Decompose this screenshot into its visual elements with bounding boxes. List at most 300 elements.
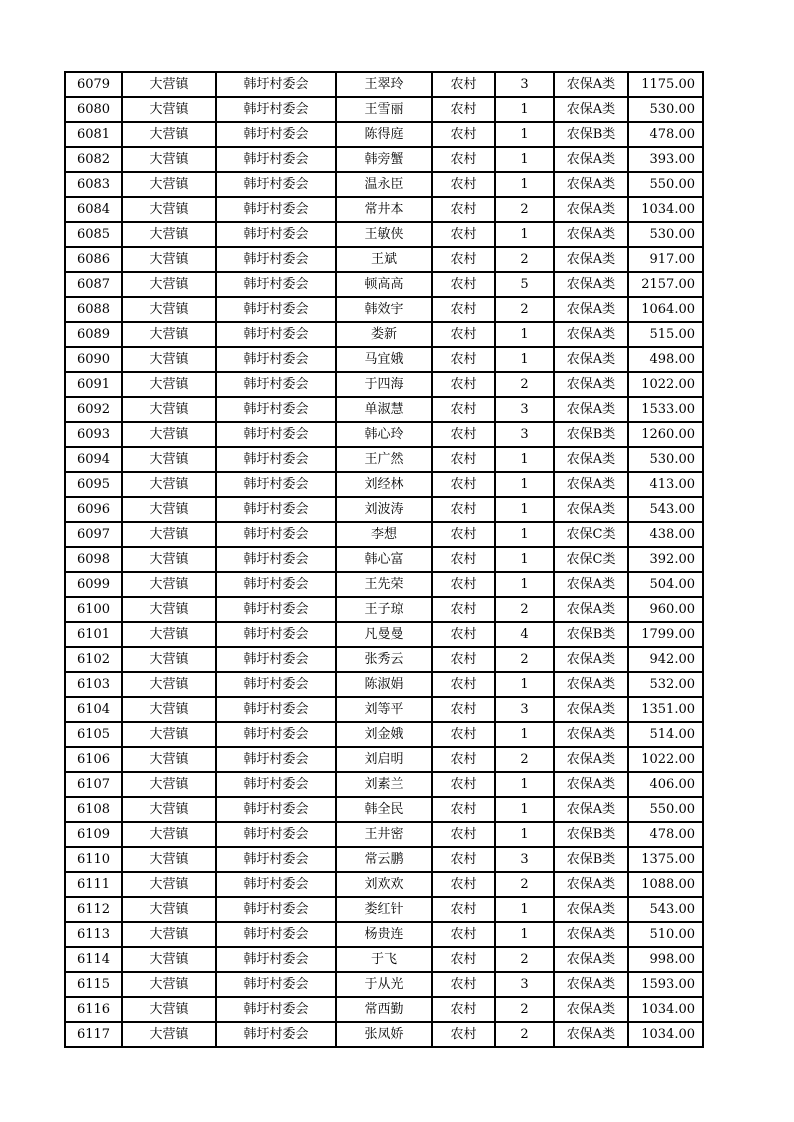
cell-village-committee: 韩圩村委会 — [216, 72, 336, 97]
cell-person-count: 1 — [495, 172, 554, 197]
cell-amount: 998.00 — [628, 947, 703, 972]
cell-insurance-category: 农保A类 — [554, 572, 628, 597]
cell-town: 大营镇 — [122, 172, 216, 197]
cell-person-count: 3 — [495, 697, 554, 722]
cell-insurance-category: 农保A类 — [554, 472, 628, 497]
cell-serial-number: 6083 — [65, 172, 122, 197]
cell-serial-number: 6103 — [65, 672, 122, 697]
cell-town: 大营镇 — [122, 147, 216, 172]
cell-person-name: 马宜娥 — [336, 347, 432, 372]
cell-serial-number: 6111 — [65, 872, 122, 897]
cell-residence-type: 农村 — [432, 922, 495, 947]
cell-amount: 1533.00 — [628, 397, 703, 422]
cell-village-committee: 韩圩村委会 — [216, 822, 336, 847]
cell-amount: 1022.00 — [628, 372, 703, 397]
cell-village-committee: 韩圩村委会 — [216, 972, 336, 997]
cell-town: 大营镇 — [122, 872, 216, 897]
cell-residence-type: 农村 — [432, 322, 495, 347]
cell-person-count: 2 — [495, 747, 554, 772]
cell-insurance-category: 农保A类 — [554, 272, 628, 297]
cell-village-committee: 韩圩村委会 — [216, 97, 336, 122]
cell-person-name: 韩效宇 — [336, 297, 432, 322]
cell-person-count: 2 — [495, 297, 554, 322]
cell-town: 大营镇 — [122, 297, 216, 322]
cell-insurance-category: 农保A类 — [554, 72, 628, 97]
cell-amount: 1375.00 — [628, 847, 703, 872]
cell-serial-number: 6109 — [65, 822, 122, 847]
cell-serial-number: 6085 — [65, 222, 122, 247]
cell-residence-type: 农村 — [432, 197, 495, 222]
cell-person-name: 常西勤 — [336, 997, 432, 1022]
table-row — [65, 947, 703, 972]
cell-person-count: 2 — [495, 372, 554, 397]
table-row — [65, 447, 703, 472]
cell-serial-number: 6102 — [65, 647, 122, 672]
cell-insurance-category: 农保C类 — [554, 522, 628, 547]
cell-serial-number: 6091 — [65, 372, 122, 397]
cell-person-count: 2 — [495, 947, 554, 972]
cell-residence-type: 农村 — [432, 797, 495, 822]
cell-serial-number: 6113 — [65, 922, 122, 947]
cell-residence-type: 农村 — [432, 497, 495, 522]
cell-village-committee: 韩圩村委会 — [216, 147, 336, 172]
cell-town: 大营镇 — [122, 797, 216, 822]
cell-serial-number: 6086 — [65, 247, 122, 272]
cell-town: 大营镇 — [122, 747, 216, 772]
cell-residence-type: 农村 — [432, 397, 495, 422]
cell-insurance-category: 农保A类 — [554, 872, 628, 897]
cell-person-count: 5 — [495, 272, 554, 297]
cell-serial-number: 6101 — [65, 622, 122, 647]
cell-town: 大营镇 — [122, 347, 216, 372]
cell-serial-number: 6079 — [65, 72, 122, 97]
cell-insurance-category: 农保A类 — [554, 247, 628, 272]
cell-person-count: 4 — [495, 622, 554, 647]
cell-person-name: 温永臣 — [336, 172, 432, 197]
cell-amount: 413.00 — [628, 472, 703, 497]
cell-serial-number: 6093 — [65, 422, 122, 447]
cell-insurance-category: 农保A类 — [554, 772, 628, 797]
table-row — [65, 122, 703, 147]
cell-person-name: 李想 — [336, 522, 432, 547]
table-row — [65, 372, 703, 397]
cell-residence-type: 农村 — [432, 947, 495, 972]
cell-town: 大营镇 — [122, 622, 216, 647]
table-row — [65, 172, 703, 197]
cell-residence-type: 农村 — [432, 272, 495, 297]
table-row — [65, 147, 703, 172]
cell-insurance-category: 农保A类 — [554, 997, 628, 1022]
cell-town: 大营镇 — [122, 122, 216, 147]
cell-serial-number: 6081 — [65, 122, 122, 147]
table-row — [65, 822, 703, 847]
cell-serial-number: 6087 — [65, 272, 122, 297]
cell-insurance-category: 农保A类 — [554, 922, 628, 947]
cell-person-name: 张凤娇 — [336, 1022, 432, 1047]
cell-person-name: 刘波涛 — [336, 497, 432, 522]
table-row — [65, 722, 703, 747]
cell-amount: 514.00 — [628, 722, 703, 747]
cell-person-name: 刘等平 — [336, 697, 432, 722]
cell-person-count: 1 — [495, 147, 554, 172]
cell-person-count: 1 — [495, 772, 554, 797]
cell-insurance-category: 农保A类 — [554, 347, 628, 372]
cell-insurance-category: 农保A类 — [554, 747, 628, 772]
cell-town: 大营镇 — [122, 272, 216, 297]
table-row — [65, 547, 703, 572]
cell-residence-type: 农村 — [432, 872, 495, 897]
cell-village-committee: 韩圩村委会 — [216, 347, 336, 372]
cell-residence-type: 农村 — [432, 472, 495, 497]
cell-amount: 1175.00 — [628, 72, 703, 97]
cell-insurance-category: 农保C类 — [554, 547, 628, 572]
cell-person-name: 娄红针 — [336, 897, 432, 922]
cell-village-committee: 韩圩村委会 — [216, 447, 336, 472]
cell-amount: 2157.00 — [628, 272, 703, 297]
cell-insurance-category: 农保B类 — [554, 622, 628, 647]
cell-person-name: 于四海 — [336, 372, 432, 397]
cell-amount: 942.00 — [628, 647, 703, 672]
cell-amount: 960.00 — [628, 597, 703, 622]
cell-person-count: 3 — [495, 972, 554, 997]
cell-town: 大营镇 — [122, 397, 216, 422]
cell-person-count: 1 — [495, 522, 554, 547]
cell-village-committee: 韩圩村委会 — [216, 647, 336, 672]
cell-village-committee: 韩圩村委会 — [216, 172, 336, 197]
cell-person-name: 韩心玲 — [336, 422, 432, 447]
cell-serial-number: 6106 — [65, 747, 122, 772]
cell-insurance-category: 农保A类 — [554, 97, 628, 122]
cell-person-name: 王先荣 — [336, 572, 432, 597]
cell-insurance-category: 农保B类 — [554, 422, 628, 447]
cell-village-committee: 韩圩村委会 — [216, 922, 336, 947]
cell-insurance-category: 农保A类 — [554, 797, 628, 822]
cell-residence-type: 农村 — [432, 747, 495, 772]
cell-amount: 510.00 — [628, 922, 703, 947]
cell-amount: 1064.00 — [628, 297, 703, 322]
cell-town: 大营镇 — [122, 222, 216, 247]
cell-village-committee: 韩圩村委会 — [216, 597, 336, 622]
cell-residence-type: 农村 — [432, 347, 495, 372]
cell-insurance-category: 农保A类 — [554, 647, 628, 672]
cell-insurance-category: 农保A类 — [554, 497, 628, 522]
cell-person-count: 2 — [495, 647, 554, 672]
table-row — [65, 397, 703, 422]
cell-person-name: 刘经林 — [336, 472, 432, 497]
cell-town: 大营镇 — [122, 672, 216, 697]
cell-amount: 550.00 — [628, 172, 703, 197]
cell-serial-number: 6104 — [65, 697, 122, 722]
cell-person-name: 王雪丽 — [336, 97, 432, 122]
cell-person-count: 1 — [495, 572, 554, 597]
cell-amount: 532.00 — [628, 672, 703, 697]
table-row — [65, 522, 703, 547]
cell-amount: 515.00 — [628, 322, 703, 347]
cell-insurance-category: 农保A类 — [554, 972, 628, 997]
cell-residence-type: 农村 — [432, 297, 495, 322]
cell-residence-type: 农村 — [432, 72, 495, 97]
cell-insurance-category: 农保B类 — [554, 822, 628, 847]
cell-person-name: 杨贵连 — [336, 922, 432, 947]
cell-town: 大营镇 — [122, 947, 216, 972]
cell-insurance-category: 农保A类 — [554, 722, 628, 747]
cell-person-count: 3 — [495, 397, 554, 422]
table-row — [65, 622, 703, 647]
cell-residence-type: 农村 — [432, 597, 495, 622]
cell-village-committee: 韩圩村委会 — [216, 1022, 336, 1047]
cell-person-name: 陈得庭 — [336, 122, 432, 147]
cell-serial-number: 6116 — [65, 997, 122, 1022]
cell-town: 大营镇 — [122, 547, 216, 572]
table-row — [65, 897, 703, 922]
cell-town: 大营镇 — [122, 72, 216, 97]
cell-serial-number: 6089 — [65, 322, 122, 347]
cell-person-name: 凡曼曼 — [336, 622, 432, 647]
cell-person-name: 于从光 — [336, 972, 432, 997]
cell-person-count: 1 — [495, 822, 554, 847]
table-row — [65, 422, 703, 447]
table-row — [65, 297, 703, 322]
cell-residence-type: 农村 — [432, 172, 495, 197]
cell-village-committee: 韩圩村委会 — [216, 122, 336, 147]
cell-serial-number: 6112 — [65, 897, 122, 922]
cell-person-name: 刘欢欢 — [336, 872, 432, 897]
cell-amount: 504.00 — [628, 572, 703, 597]
cell-residence-type: 农村 — [432, 147, 495, 172]
cell-town: 大营镇 — [122, 572, 216, 597]
table-row — [65, 222, 703, 247]
cell-person-name: 王子琼 — [336, 597, 432, 622]
cell-village-committee: 韩圩村委会 — [216, 522, 336, 547]
cell-insurance-category: 农保A类 — [554, 672, 628, 697]
cell-person-count: 1 — [495, 447, 554, 472]
cell-person-count: 1 — [495, 472, 554, 497]
cell-amount: 1034.00 — [628, 997, 703, 1022]
cell-serial-number: 6115 — [65, 972, 122, 997]
cell-residence-type: 农村 — [432, 897, 495, 922]
cell-residence-type: 农村 — [432, 1022, 495, 1047]
cell-person-name: 顿高高 — [336, 272, 432, 297]
cell-person-name: 王斌 — [336, 247, 432, 272]
cell-person-count: 1 — [495, 347, 554, 372]
pension-records-table — [64, 71, 704, 1048]
cell-amount: 1088.00 — [628, 872, 703, 897]
cell-amount: 543.00 — [628, 497, 703, 522]
cell-person-name: 于飞 — [336, 947, 432, 972]
cell-residence-type: 农村 — [432, 447, 495, 472]
cell-serial-number: 6100 — [65, 597, 122, 622]
cell-town: 大营镇 — [122, 922, 216, 947]
cell-town: 大营镇 — [122, 772, 216, 797]
cell-town: 大营镇 — [122, 597, 216, 622]
cell-insurance-category: 农保A类 — [554, 172, 628, 197]
cell-person-name: 王广然 — [336, 447, 432, 472]
cell-person-name: 韩心富 — [336, 547, 432, 572]
cell-person-count: 2 — [495, 997, 554, 1022]
table-row — [65, 797, 703, 822]
table-row — [65, 747, 703, 772]
cell-amount: 1593.00 — [628, 972, 703, 997]
cell-insurance-category: 农保A类 — [554, 222, 628, 247]
cell-serial-number: 6092 — [65, 397, 122, 422]
cell-town: 大营镇 — [122, 497, 216, 522]
cell-person-count: 1 — [495, 797, 554, 822]
cell-residence-type: 农村 — [432, 222, 495, 247]
cell-amount: 438.00 — [628, 522, 703, 547]
cell-serial-number: 6090 — [65, 347, 122, 372]
cell-village-committee: 韩圩村委会 — [216, 247, 336, 272]
cell-town: 大营镇 — [122, 697, 216, 722]
cell-person-count: 1 — [495, 897, 554, 922]
cell-serial-number: 6097 — [65, 522, 122, 547]
cell-residence-type: 农村 — [432, 697, 495, 722]
cell-person-count: 1 — [495, 122, 554, 147]
cell-insurance-category: 农保A类 — [554, 297, 628, 322]
cell-town: 大营镇 — [122, 422, 216, 447]
cell-person-name: 刘素兰 — [336, 772, 432, 797]
cell-insurance-category: 农保A类 — [554, 322, 628, 347]
cell-village-committee: 韩圩村委会 — [216, 472, 336, 497]
cell-amount: 478.00 — [628, 122, 703, 147]
table-row — [65, 322, 703, 347]
cell-town: 大营镇 — [122, 372, 216, 397]
cell-village-committee: 韩圩村委会 — [216, 947, 336, 972]
cell-town: 大营镇 — [122, 972, 216, 997]
table-row — [65, 872, 703, 897]
table-row — [65, 972, 703, 997]
cell-serial-number: 6105 — [65, 722, 122, 747]
cell-person-count: 1 — [495, 672, 554, 697]
cell-person-name: 单淑慧 — [336, 397, 432, 422]
cell-amount: 550.00 — [628, 797, 703, 822]
cell-person-name: 韩旁蟹 — [336, 147, 432, 172]
cell-insurance-category: 农保A类 — [554, 897, 628, 922]
cell-person-count: 1 — [495, 722, 554, 747]
cell-amount: 1351.00 — [628, 697, 703, 722]
cell-village-committee: 韩圩村委会 — [216, 772, 336, 797]
cell-insurance-category: 农保A类 — [554, 197, 628, 222]
cell-serial-number: 6082 — [65, 147, 122, 172]
cell-town: 大营镇 — [122, 447, 216, 472]
cell-town: 大营镇 — [122, 822, 216, 847]
cell-town: 大营镇 — [122, 722, 216, 747]
table-row — [65, 847, 703, 872]
cell-amount: 393.00 — [628, 147, 703, 172]
cell-residence-type: 农村 — [432, 647, 495, 672]
cell-amount: 530.00 — [628, 222, 703, 247]
cell-village-committee: 韩圩村委会 — [216, 372, 336, 397]
cell-insurance-category: 农保A类 — [554, 447, 628, 472]
cell-amount: 1260.00 — [628, 422, 703, 447]
cell-residence-type: 农村 — [432, 772, 495, 797]
cell-insurance-category: 农保B类 — [554, 847, 628, 872]
cell-amount: 478.00 — [628, 822, 703, 847]
cell-town: 大营镇 — [122, 1022, 216, 1047]
cell-person-name: 王敏侠 — [336, 222, 432, 247]
cell-person-name: 陈淑娟 — [336, 672, 432, 697]
cell-person-name: 刘金娥 — [336, 722, 432, 747]
records-table-body — [65, 72, 703, 1047]
cell-serial-number: 6095 — [65, 472, 122, 497]
cell-amount: 1799.00 — [628, 622, 703, 647]
cell-person-count: 3 — [495, 847, 554, 872]
cell-town: 大营镇 — [122, 997, 216, 1022]
table-row — [65, 597, 703, 622]
table-row — [65, 922, 703, 947]
cell-village-committee: 韩圩村委会 — [216, 672, 336, 697]
cell-person-count: 1 — [495, 222, 554, 247]
cell-town: 大营镇 — [122, 97, 216, 122]
cell-amount: 1034.00 — [628, 1022, 703, 1047]
cell-residence-type: 农村 — [432, 972, 495, 997]
table-row — [65, 347, 703, 372]
cell-person-name: 韩全民 — [336, 797, 432, 822]
cell-town: 大营镇 — [122, 647, 216, 672]
cell-person-name: 刘启明 — [336, 747, 432, 772]
cell-serial-number: 6080 — [65, 97, 122, 122]
cell-amount: 917.00 — [628, 247, 703, 272]
cell-amount: 392.00 — [628, 547, 703, 572]
cell-town: 大营镇 — [122, 322, 216, 347]
cell-person-count: 1 — [495, 322, 554, 347]
cell-person-count: 2 — [495, 872, 554, 897]
cell-residence-type: 农村 — [432, 97, 495, 122]
cell-serial-number: 6099 — [65, 572, 122, 597]
cell-person-count: 1 — [495, 97, 554, 122]
cell-serial-number: 6110 — [65, 847, 122, 872]
cell-residence-type: 农村 — [432, 672, 495, 697]
cell-amount: 406.00 — [628, 772, 703, 797]
cell-amount: 543.00 — [628, 897, 703, 922]
table-row — [65, 72, 703, 97]
cell-residence-type: 农村 — [432, 622, 495, 647]
cell-insurance-category: 农保A类 — [554, 372, 628, 397]
cell-serial-number: 6098 — [65, 547, 122, 572]
cell-residence-type: 农村 — [432, 522, 495, 547]
cell-person-count: 1 — [495, 547, 554, 572]
cell-person-count: 2 — [495, 597, 554, 622]
cell-residence-type: 农村 — [432, 247, 495, 272]
cell-village-committee: 韩圩村委会 — [216, 847, 336, 872]
cell-town: 大营镇 — [122, 472, 216, 497]
cell-amount: 1022.00 — [628, 747, 703, 772]
cell-village-committee: 韩圩村委会 — [216, 272, 336, 297]
cell-person-count: 1 — [495, 922, 554, 947]
table-row — [65, 772, 703, 797]
cell-insurance-category: 农保A类 — [554, 597, 628, 622]
cell-person-name: 常井本 — [336, 197, 432, 222]
cell-person-count: 2 — [495, 247, 554, 272]
cell-insurance-category: 农保A类 — [554, 697, 628, 722]
cell-village-committee: 韩圩村委会 — [216, 497, 336, 522]
cell-insurance-category: 农保B类 — [554, 122, 628, 147]
cell-town: 大营镇 — [122, 522, 216, 547]
cell-residence-type: 农村 — [432, 572, 495, 597]
cell-person-count: 1 — [495, 497, 554, 522]
cell-person-count: 3 — [495, 422, 554, 447]
table-row — [65, 697, 703, 722]
cell-village-committee: 韩圩村委会 — [216, 222, 336, 247]
cell-village-committee: 韩圩村委会 — [216, 297, 336, 322]
cell-serial-number: 6114 — [65, 947, 122, 972]
cell-person-count: 2 — [495, 1022, 554, 1047]
cell-residence-type: 农村 — [432, 422, 495, 447]
cell-amount: 1034.00 — [628, 197, 703, 222]
cell-village-committee: 韩圩村委会 — [216, 722, 336, 747]
table-row — [65, 572, 703, 597]
cell-serial-number: 6107 — [65, 772, 122, 797]
cell-insurance-category: 农保A类 — [554, 397, 628, 422]
